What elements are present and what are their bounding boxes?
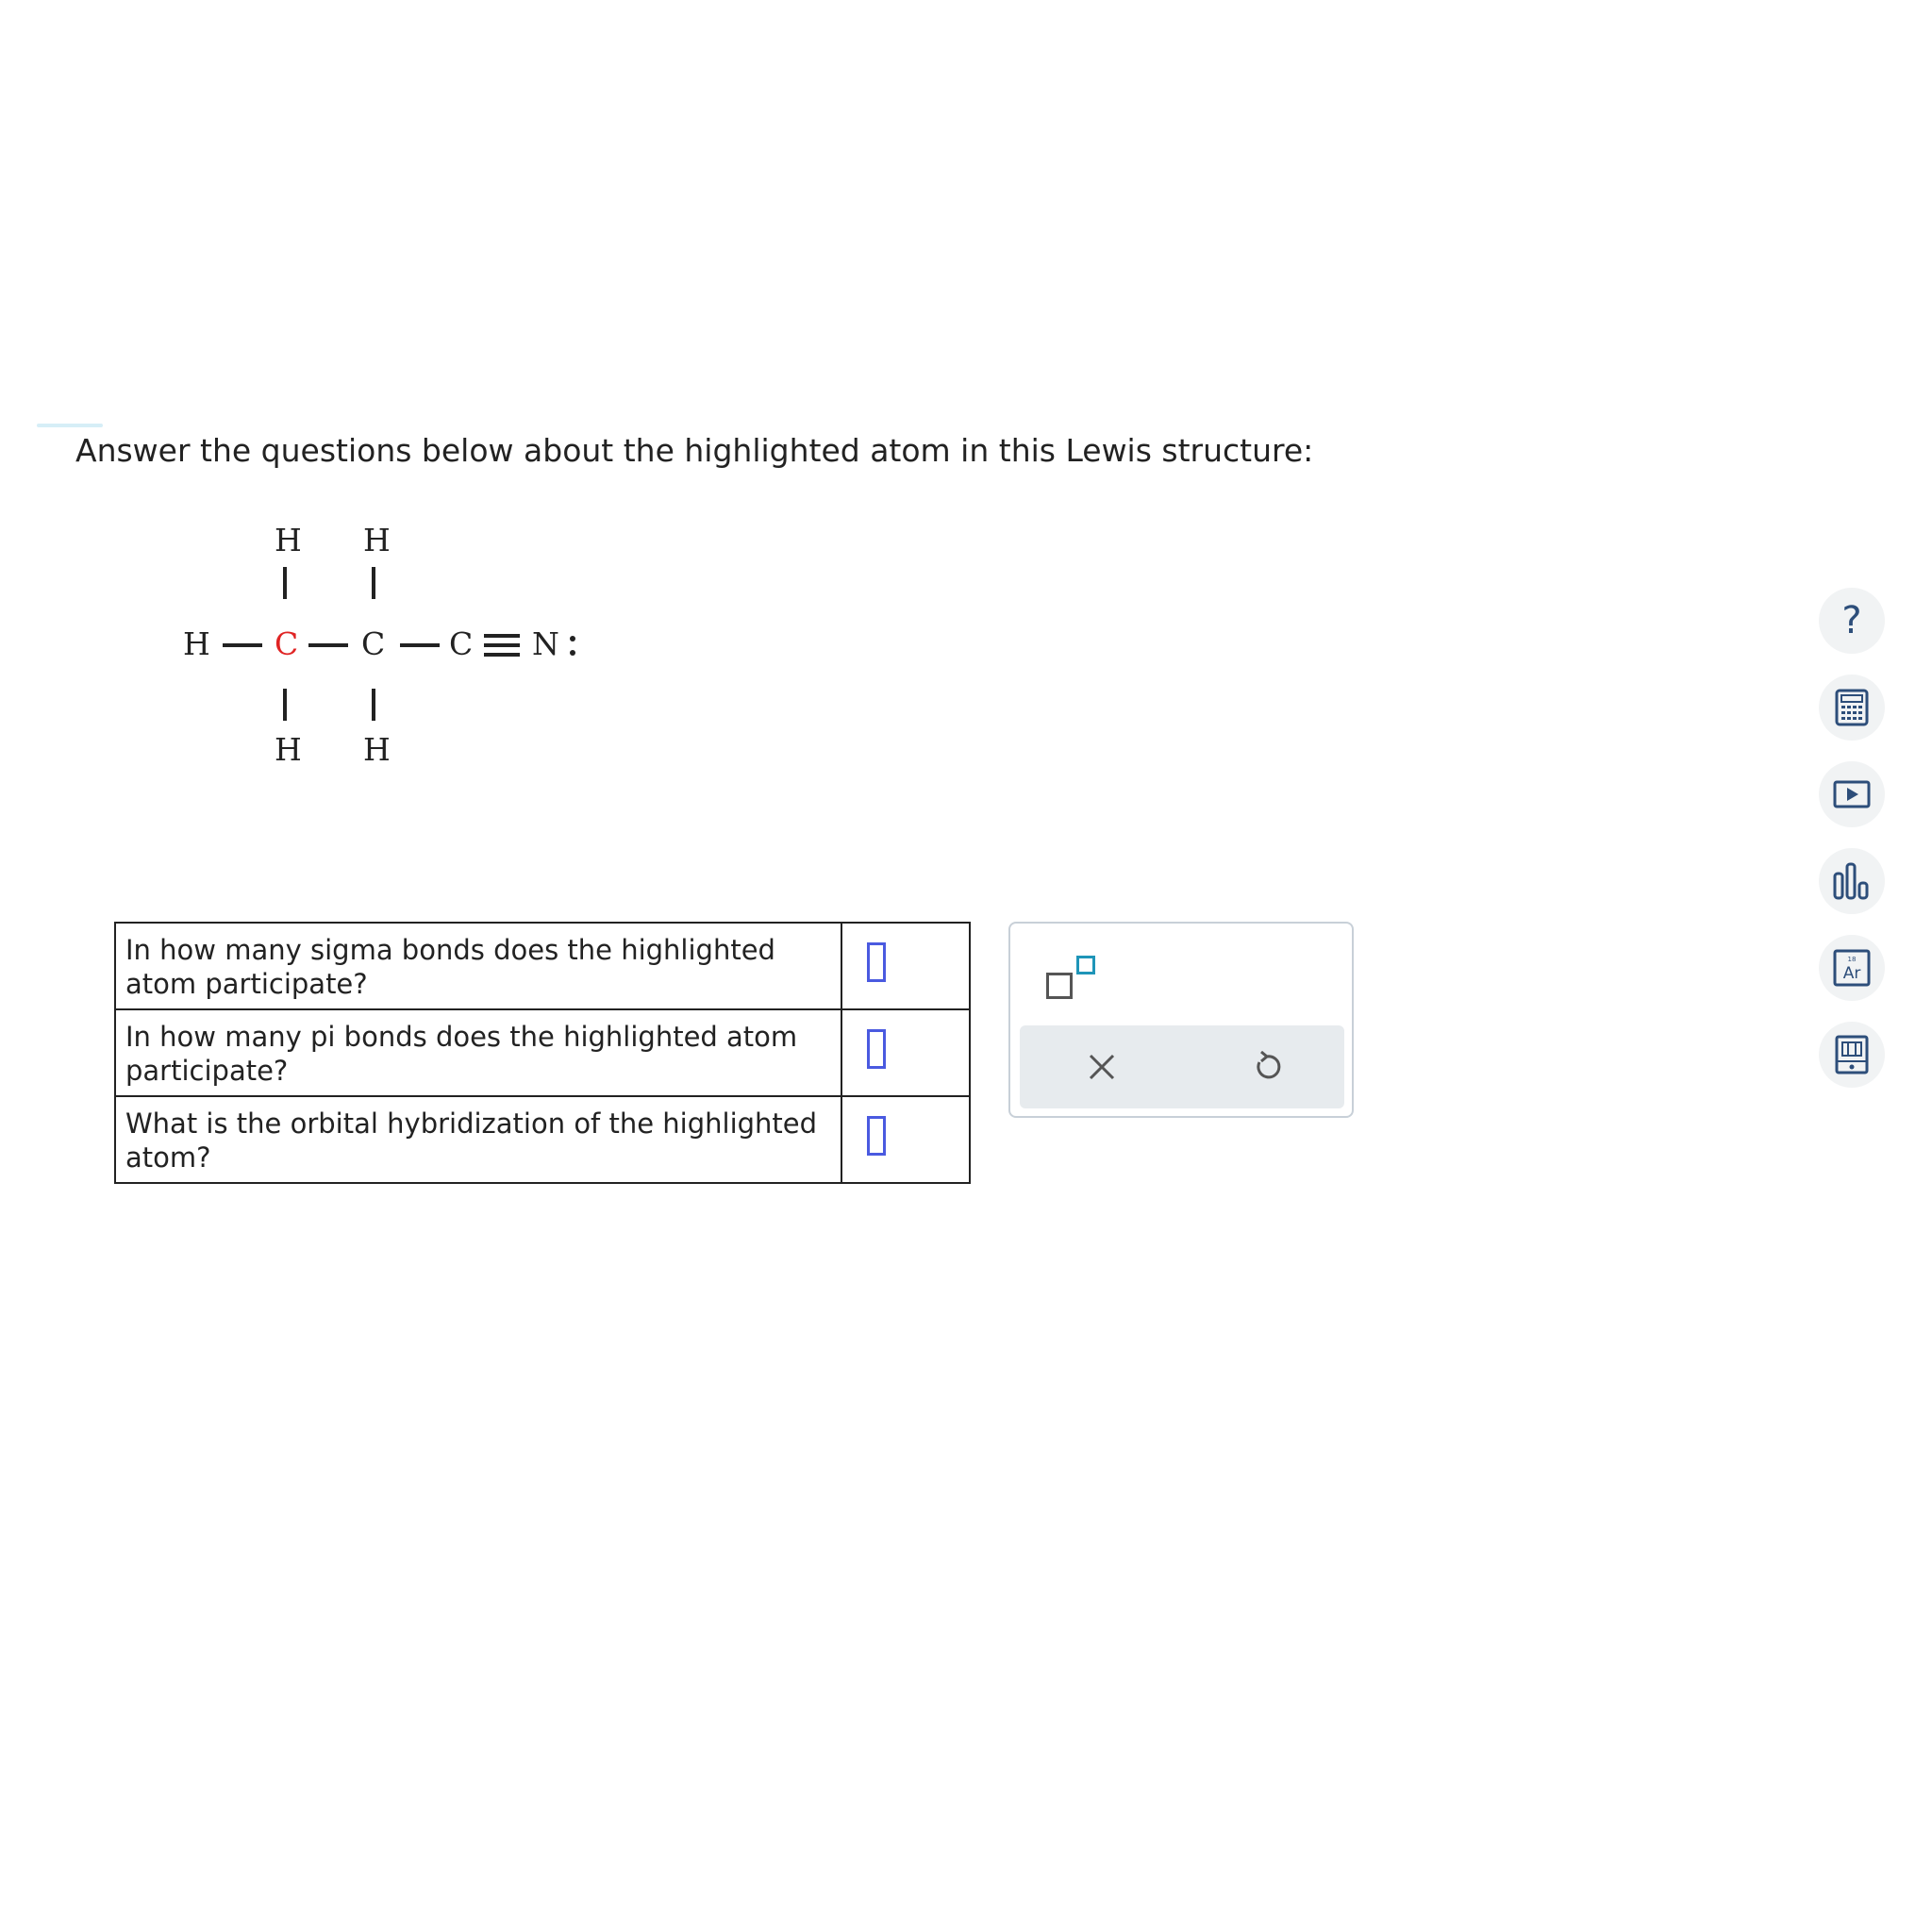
close-icon: [1088, 1053, 1116, 1081]
atom-h-left: H: [183, 625, 210, 662]
help-button[interactable]: [1819, 588, 1885, 654]
bond-c2-c3: [400, 643, 440, 647]
input-palette: [1008, 922, 1354, 1118]
atom-n: N: [532, 625, 559, 662]
question-pi-bonds: In how many pi bonds does the highlighted atom participate?: [115, 1009, 841, 1096]
periodic-table-button[interactable]: [1819, 935, 1885, 1001]
bond-c2-h-top: [372, 567, 375, 599]
help-icon: ?: [1841, 599, 1862, 642]
atom-c3: C: [449, 625, 474, 662]
reference-button[interactable]: [1819, 1022, 1885, 1088]
atom-h-top-2: H: [363, 522, 391, 558]
bond-triple-3: [484, 653, 520, 657]
top-accent-bar: [37, 424, 103, 427]
clear-button[interactable]: [1074, 1039, 1130, 1095]
bond-c1-c2: [308, 643, 348, 647]
atom-h-top-1: H: [275, 522, 302, 558]
calculator-icon: [1835, 689, 1869, 726]
answer-input-sigma[interactable]: [867, 942, 886, 982]
atom-h-bottom-2: H: [363, 731, 391, 768]
reference-icon: [1835, 1035, 1869, 1074]
lone-pair-dot-2: [570, 650, 575, 656]
atom-c1-highlighted: C: [275, 625, 299, 662]
answer-cell-pi: [841, 1009, 970, 1096]
video-button[interactable]: [1819, 761, 1885, 827]
periodic-table-icon: [1833, 949, 1871, 987]
undo-button[interactable]: [1239, 1039, 1295, 1095]
atom-h-bottom-1: H: [275, 731, 302, 768]
bond-c1-h-top: [283, 567, 287, 599]
periodic-symbol: Ar: [1842, 964, 1861, 983]
calculator-button[interactable]: [1819, 675, 1885, 741]
table-row: [115, 923, 970, 1009]
lewis-structure: [170, 524, 604, 778]
table-row: [115, 1009, 970, 1096]
bond-c2-h-bottom: [372, 689, 375, 721]
palette-action-bar: [1020, 1025, 1344, 1108]
chart-button[interactable]: [1819, 848, 1885, 914]
answer-cell-sigma: [841, 923, 970, 1009]
chart-icon: [1831, 860, 1873, 902]
answer-cell-hybridization: [841, 1096, 970, 1183]
atom-c2: C: [361, 625, 386, 662]
superscript-button[interactable]: [1046, 952, 1112, 1008]
answer-input-pi[interactable]: [867, 1029, 886, 1069]
question-hybridization: What is the orbital hybridization of the highlighted atom?: [115, 1096, 841, 1183]
undo-icon: [1251, 1051, 1283, 1083]
lone-pair-dot-1: [570, 636, 575, 641]
bond-triple-1: [484, 634, 520, 638]
bond-c1-h-bottom: [283, 689, 287, 721]
answer-input-hybridization[interactable]: [867, 1116, 886, 1156]
bond-h-c1: [223, 643, 262, 647]
question-sigma-bonds: In how many sigma bonds does the highlighted atom participate?: [115, 923, 841, 1009]
periodic-number: 18: [1847, 956, 1857, 963]
table-row: [115, 1096, 970, 1183]
question-prompt: Answer the questions below about the highlighted atom in this Lewis structure:: [75, 432, 1314, 469]
bond-triple-2: [484, 643, 520, 647]
video-icon: [1833, 780, 1871, 808]
questions-table: [114, 922, 971, 1184]
